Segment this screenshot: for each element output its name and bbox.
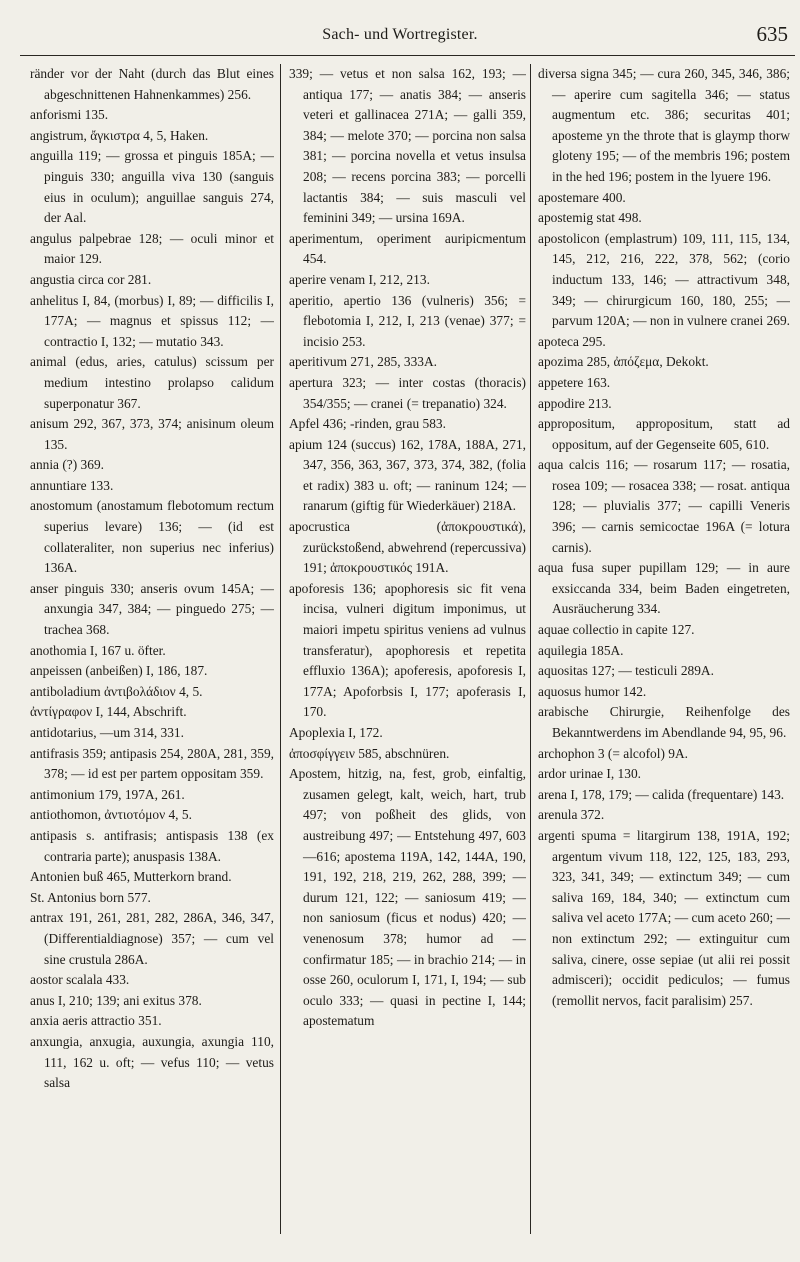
index-entry: apostolicon (emplastrum) 109, 111, 115, 134, 145, 212, 216, 222, 378, 562; (corio inductum 133, 146; — attractivum 348, 349; — chirurgicum 160, 180, 255; — parvum 120A; — non in vulnere cranei 269. (538, 230, 790, 329)
index-entry: diversa signa 345; — cura 260, 345, 346, 386; — aperire cum sagitella 346; — status augmentum etc. 386; securitas 401; aposteme yn the throte that is glaymp thorw gloteny 195; — of the membris 196; postem in the hed 196; postem in the lyuere 196. (538, 66, 790, 184)
index-column-right (538, 64, 790, 1254)
index-entry: Antonien buß 465, Mutterkorn brand. (30, 869, 232, 885)
running-title: Sach- und Wortregister. (322, 26, 478, 43)
index-entry: anguilla 119; — grossa et pinguis 185A; — pinguis 330; anguilla viva 130 (sanguis eius in oculum); anguillae sanguis 274, der Aal. (30, 148, 274, 226)
index-column-left (30, 64, 274, 1254)
index-entry: aperitivum 271, 285, 333A. (289, 354, 438, 370)
index-entry: appetere 163. (538, 374, 611, 390)
index-entry: Apfel 436; -rinden, grau 583. (289, 416, 446, 432)
page-header (0, 20, 800, 50)
index-entry: apostemig stat 498. (538, 210, 642, 226)
index-entry: ἀποσφίγγειν 585, abschnüren. (289, 745, 450, 761)
index-entry: antipasis s. antifrasis; antispasis 138 (ex contraria parte); anuspasis 138A. (30, 827, 274, 864)
index-entry: aquositas 127; — testiculi 289A. (538, 663, 714, 679)
index-entry: aquilegia 185A. (538, 642, 624, 658)
column-divider (280, 64, 281, 1234)
index-entry: angulus palpebrae 128; — oculi minor et maior 129. (30, 230, 274, 267)
index-entry: arena I, 178, 179; — calida (frequentare) 143. (538, 786, 785, 802)
column-divider (530, 64, 531, 1234)
index-entry: apoforesis 136; apophoresis sic fit vena incisa, vulneri digitum imponimus, ut maiori impetu spiritus veniens ad vulnus transferatur), apophoresis et repetita effluxio 136A); apoferesis, apoforesis I, 177A; Apoforbsis I, 177; apoferasis I, 170. (289, 580, 526, 720)
index-entry: ardor urinae I, 130. (538, 766, 641, 782)
index-entry: 339; — vetus et non salsa 162, 193; — antiqua 177; — anatis 384; — anseris veteri et gallinacea 271A; — galli 359, 384; — melote 370; — porcina non salsa 381; — porcina novella et vetus insulsa 208; — recens porcina 383; — porcelli lactantis 384; — suis masculi vel feminini 349; — ursina 169A. (289, 66, 526, 226)
index-entry: appodire 213. (538, 395, 612, 411)
index-entry: aquosus humor 142. (538, 683, 647, 699)
index-entry: apertura 323; — inter costas (thoracis) 354/355; — cranei (= trepanatio) 324. (289, 374, 526, 411)
index-entry: anpeissen (anbeißen) I, 186, 187. (30, 663, 208, 679)
index-entry: ἀντίγραφον I, 144, Abschrift. (30, 704, 187, 720)
index-entry: arabische Chirurgie, Reihenfolge des Bekanntwerdens im Abendlande 94, 95, 96. (538, 704, 790, 740)
index-entry: aqua fusa super pupillam 129; — in aure exsiccanda 334, beim Baden eingetreten, Ausräucherung 334. (538, 560, 790, 617)
index-entry: apostemare 400. (538, 189, 626, 205)
index-entry: antimonium 179, 197A, 261. (30, 786, 185, 802)
index-entry: aqua calcis 116; — rosarum 117; — rosatia, rosea 109; — rosacea 338; — rosat. antiqua 128; — pluvialis 377; — capilli Veneris 396; — carnis semicoctae 196A (= lotura carnis). (538, 457, 790, 555)
index-column-middle (289, 64, 526, 1254)
index-entry: antiothomon, ἀντιοτόμον 4, 5. (30, 807, 192, 823)
index-entry: anostomum (anostamum flebotomum rectum superius levare) 136; — (id est collateraliter, non superius nec inferius) 136A. (30, 498, 274, 576)
index-entry: apoteca 295. (538, 333, 606, 349)
index-entry: aostor scalala 433. (30, 972, 130, 988)
index-entry: argenti spuma = litargirum 138, 191A, 192; argentum vivum 118, 122, 125, 183, 293, 323, 341, 349; — extinctum 349; — cum saliva 169, 184, 340; — extinctum cum saliva vel aceto 177A; — cum aceto 260; — non extinctum 292; — extinguitur cum saliva, cinere, osse sepiae (ut alii rei possit admisceri); occidit pediculos; — fumus (remollit nervos, facit paralisim) 257. (538, 827, 790, 1008)
index-entry: animal (edus, aries, catulus) scissum per medium intestino prolapso calidum superponatur 367. (30, 354, 274, 411)
index-entry: anothomia I, 167 u. öfter. (30, 642, 166, 658)
index-entry: apozima 285, ἀπόζεμα, Dekokt. (538, 354, 709, 370)
index-entry: aperimentum, operiment auripicmentum 454. (289, 230, 526, 267)
index-entry: anxungia, anxugia, auxungia, axungia 110, 111, 162 u. oft; — vefus 110; — vetus salsa (30, 1033, 274, 1091)
index-entry: annia (?) 369. (30, 457, 104, 473)
index-entry: annuntiare 133. (30, 477, 114, 493)
index-entry: antidotarius, —um 314, 331. (30, 725, 184, 740)
header-rule (20, 55, 795, 56)
index-entry: anforismi 135. (30, 107, 109, 123)
index-entry: arenula 372. (538, 807, 605, 823)
index-entry: aperire venam I, 212, 213. (289, 271, 430, 287)
index-entry: anisum 292, 367, 373, 374; anisinum oleum 135. (30, 416, 274, 452)
index-entry: antiboladium ἀντιβολάδιον 4, 5. (30, 683, 203, 699)
index-entry: anser pinguis 330; anseris ovum 145A; — anxungia 347, 384; — pinguedo 275; — trachea 368. (30, 580, 274, 638)
index-entry: appropositum, appropositum, statt ad oppositum, auf der Gegenseite 605, 610. (538, 416, 790, 452)
index-entry: aperitio, apertio 136 (vulneris) 356; = flebotomia I, 212, I, 213 (venae) 377; = incisio 253. (289, 292, 526, 349)
index-entry: anhelitus I, 84, (morbus) I, 89; — difficilis I, 177A; — magnus et spissus 112; — contractio I, 132; — mutatio 343. (30, 292, 274, 349)
index-entry: St. Antonius born 577. (30, 889, 151, 905)
index-entry: ränder vor der Naht (durch das Blut eines abgeschnittenen Hahnenkammes) 256. (30, 66, 274, 102)
index-entry: archophon 3 (= alcofol) 9A. (538, 745, 688, 761)
index-entry: angustia circa cor 281. (30, 271, 152, 287)
index-entry: apium 124 (succus) 162, 178A, 188A, 271, 347, 356, 363, 367, 373, 374, 382, (folia et radix) 383 u. oft; — raninum 124; — ranarum (giftig für Wiederkäuer) 218A. (289, 436, 526, 514)
index-entry: antrax 191, 261, 281, 282, 286A, 346, 347, (Differentialdiagnose) 357; — cum vel sine crustula 286A. (30, 910, 274, 967)
index-entry: angistrum, ἄγκιστρα 4, 5, Haken. (30, 127, 209, 143)
index-entry: antifrasis 359; antipasis 254, 280A, 281, 359, 378; — id est per partem oppositam 359. (30, 745, 274, 782)
index-entry: anus I, 210; 139; ani exitus 378. (30, 992, 202, 1008)
index-entry: anxia aeris attractio 351. (30, 1013, 162, 1029)
index-entry: aquae collectio in capite 127. (538, 622, 695, 638)
index-entry: Apostem, hitzig, na, fest, grob, einfaltig, zusamen gelegt, kalt, weich, hart, trub 497; von poßheit des glids, von austreibung 497; — Entstehung 497, 603—616; apostema 119A, 142, 144A, 190, 191, 192, 218, 219, 262, 288, 399; — durum 121, 122; — saniosum 419; — non saniosum (ficus et nodus) 420; — venenosum 378; humor ad — confirmatur 185; — in brachio 214; — in osse 260, oculorum I, 171, I, 194; — sub oculo 333; — quasi in pectine I, 144; apostematum (289, 766, 526, 1029)
index-entry: Apoplexia I, 172. (289, 725, 383, 740)
page-number: 635 (756, 22, 788, 46)
index-entry: apocrustica (ἀποκρουστικά), zurückstoßend, abwehrend (repercussiva) 191; ἀποκρουστικός 191A. (289, 519, 526, 576)
